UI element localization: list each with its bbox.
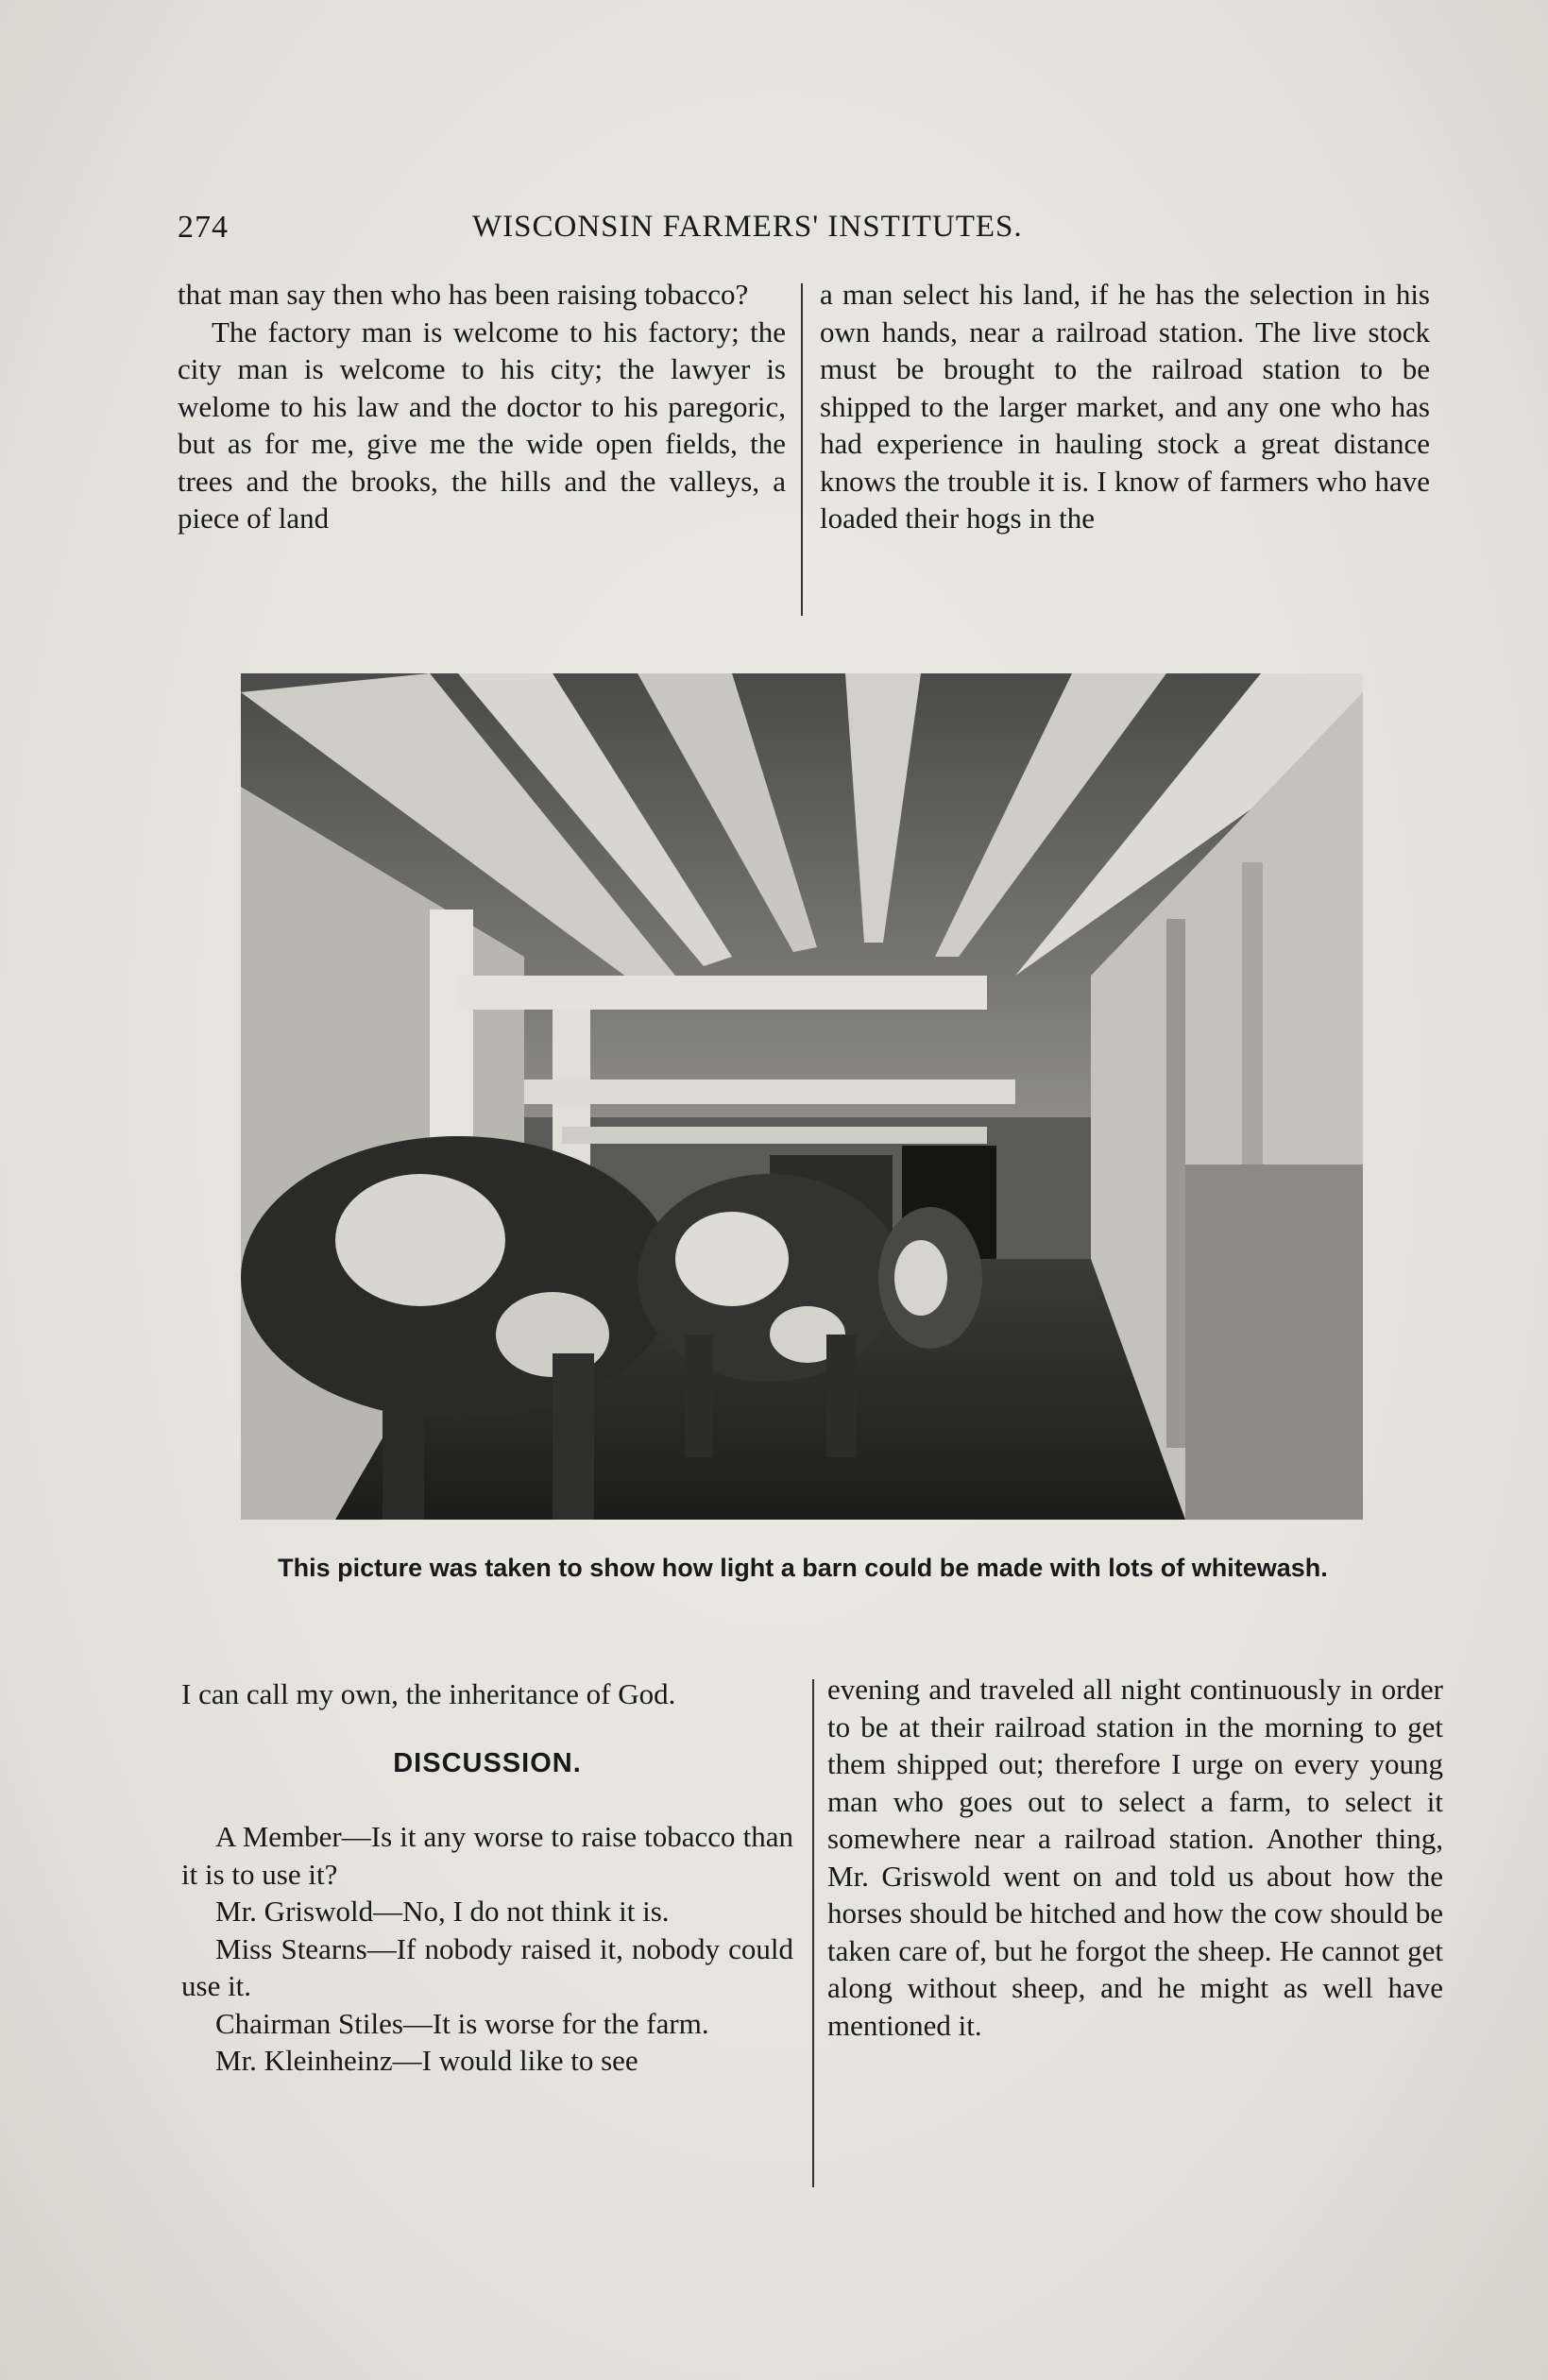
paragraph: Mr. Griswold—No, I do not think it is. <box>215 1895 670 1928</box>
paragraph: evening and traveled all night continuously in order to be at their railroad station in the morning to get them shipped out; therefore I urge on every young man who goes out to select a farm, to select it somewhere near a railroad station. Another thing, Mr. Griswold went on and told us about how the horses should be hitched and how the cow should be taken care of, but he forgot the sheep. He cannot get along without sheep, and he might as well have mentioned it. <box>827 1673 1443 2042</box>
section-heading: DISCUSSION. <box>393 1747 582 1778</box>
paragraph: Miss Stearns—If nobody raised it, nobody could use it. <box>181 1931 793 2002</box>
running-head: WISCONSIN FARMERS' INSTITUTES. <box>472 210 1023 244</box>
paragraph: Mr. Kleinheinz—I would like to see <box>215 2044 638 2077</box>
paragraph: that man say then who has been raising tobacco? <box>178 278 749 311</box>
bottom-left-column <box>181 1675 793 2080</box>
bottom-right-column <box>827 1671 1443 2044</box>
column-divider <box>812 1679 814 2187</box>
figure-caption: This picture was taken to show how light a barn could be made with lots of whitewash. <box>278 1554 1328 1582</box>
top-left-column <box>178 276 786 537</box>
paragraph: Chairman Stiles—It is worse for the farm. <box>215 2006 709 2040</box>
page-header <box>178 210 1188 257</box>
page-number: 274 <box>178 210 229 245</box>
column-divider <box>801 283 803 616</box>
paragraph: a man select his land, if he has the selection in his own hands, near a railroad station. The live stock must be brought to the railroad station to be shipped to the larger market, and any one who has had experience in hauling stock a great distance knows the trouble it is. I know of farmers who have loaded their hogs in the <box>820 278 1430 535</box>
paragraph: A Member—Is it any worse to raise tobacco than it is to use it? <box>181 1820 793 1891</box>
paragraph: I can call my own, the inheritance of God. <box>181 1677 676 1710</box>
top-right-column <box>820 276 1430 537</box>
paragraph: The factory man is welcome to his factory; the city man is welcome to his city; the lawyer is welome to his law and the doctor to his paregoric, but as for me, give me the wide open fields, the trees and the brooks, the hills and the valleys, a piece of land <box>178 314 786 535</box>
barn-interior-photo <box>241 673 1363 1520</box>
